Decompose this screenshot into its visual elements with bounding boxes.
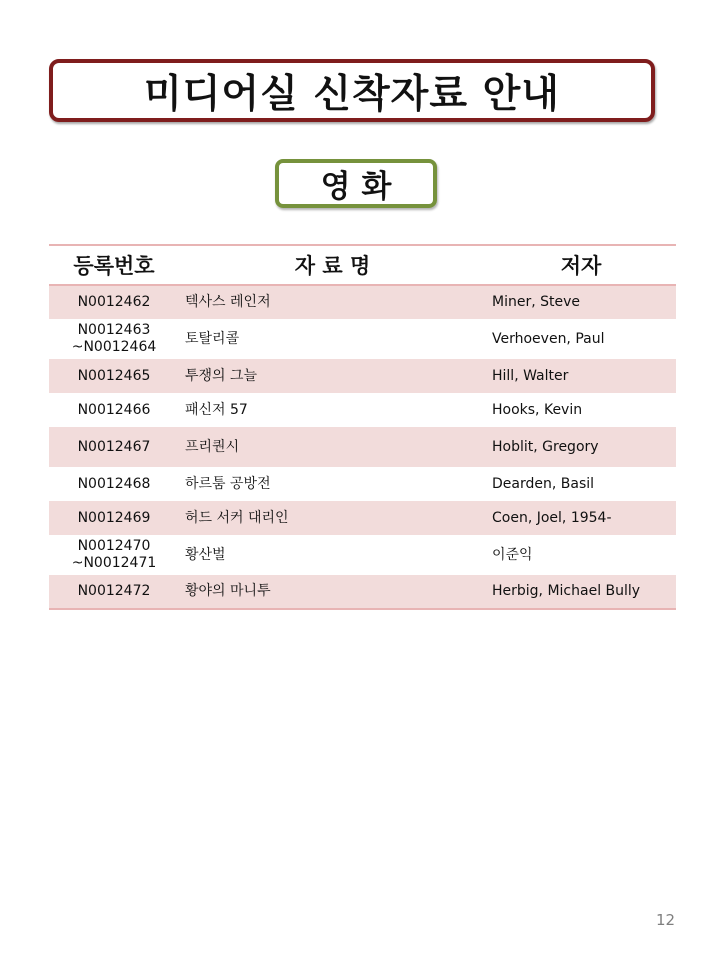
- table-row: [49, 427, 676, 467]
- table-row: [49, 501, 676, 535]
- author-cell: Verhoeven, Paul: [492, 330, 605, 347]
- table-row: [49, 467, 676, 501]
- reg-no-cell: [49, 575, 179, 609]
- reg-no: N0012472: [77, 583, 151, 599]
- title-cell: 패신저 57: [185, 401, 248, 418]
- author-cell: Hooks, Kevin: [492, 401, 583, 418]
- reg-no-cell: [49, 501, 179, 535]
- table-row: [49, 535, 676, 575]
- title-cell: 황산벌: [185, 546, 226, 563]
- table-header-row: [49, 245, 676, 285]
- category-box: [275, 159, 437, 208]
- title-cell: 토탈리콜: [185, 330, 240, 347]
- header-author: 저자: [560, 254, 602, 278]
- reg-no: N0012467: [77, 438, 151, 455]
- title-cell: 황야의 마니투: [185, 583, 271, 599]
- page-title: 미디어실 신착자료 안내: [144, 71, 560, 117]
- reg-no: N0012466: [77, 401, 151, 418]
- author-cell: Coen, Joel, 1954-: [492, 509, 612, 526]
- reg-no: N0012468: [77, 475, 151, 492]
- header-reg-no: 등록번호: [73, 254, 155, 278]
- author-cell: Miner, Steve: [492, 294, 580, 310]
- table-row: [49, 319, 676, 359]
- header-title: 자 료 명: [294, 254, 371, 278]
- reg-no: N0012465: [77, 367, 151, 384]
- category-label: 영 화: [320, 169, 392, 205]
- page-number: 12: [656, 911, 676, 929]
- title-cell: 프리퀀시: [185, 438, 240, 455]
- new-materials-table: [49, 244, 676, 610]
- reg-no: N0012462: [77, 294, 151, 310]
- title-cell: 허드 서커 대리인: [185, 509, 289, 526]
- title-cell: 투쟁의 그늘: [185, 367, 258, 384]
- title-cell: 텍사스 레인저: [185, 294, 271, 310]
- reg-no-cell: [49, 359, 179, 393]
- reg-no: N0012463: [77, 322, 151, 338]
- reg-no: N0012470: [77, 538, 151, 554]
- reg-no: N0012469: [77, 509, 151, 526]
- table-row: [49, 575, 676, 609]
- reg-no-range-end: ~N0012471: [71, 555, 157, 571]
- table-row: [49, 393, 676, 427]
- title-cell: 하르툼 공방전: [185, 475, 271, 492]
- reg-no-range-end: ~N0012464: [71, 339, 157, 355]
- reg-no-cell: [49, 535, 179, 575]
- author-cell: Herbig, Michael Bully: [492, 583, 641, 599]
- author-cell: Hill, Walter: [492, 367, 569, 384]
- author-cell: 이준익: [492, 546, 533, 563]
- table-row: [49, 285, 676, 319]
- title-box: [49, 59, 655, 122]
- reg-no-cell: [49, 427, 179, 467]
- reg-no-cell: [49, 319, 179, 359]
- reg-no-cell: [49, 285, 179, 319]
- table-row: [49, 359, 676, 393]
- reg-no-cell: [49, 393, 179, 427]
- author-cell: Hoblit, Gregory: [492, 438, 599, 455]
- author-cell: Dearden, Basil: [492, 475, 595, 492]
- reg-no-cell: [49, 467, 179, 501]
